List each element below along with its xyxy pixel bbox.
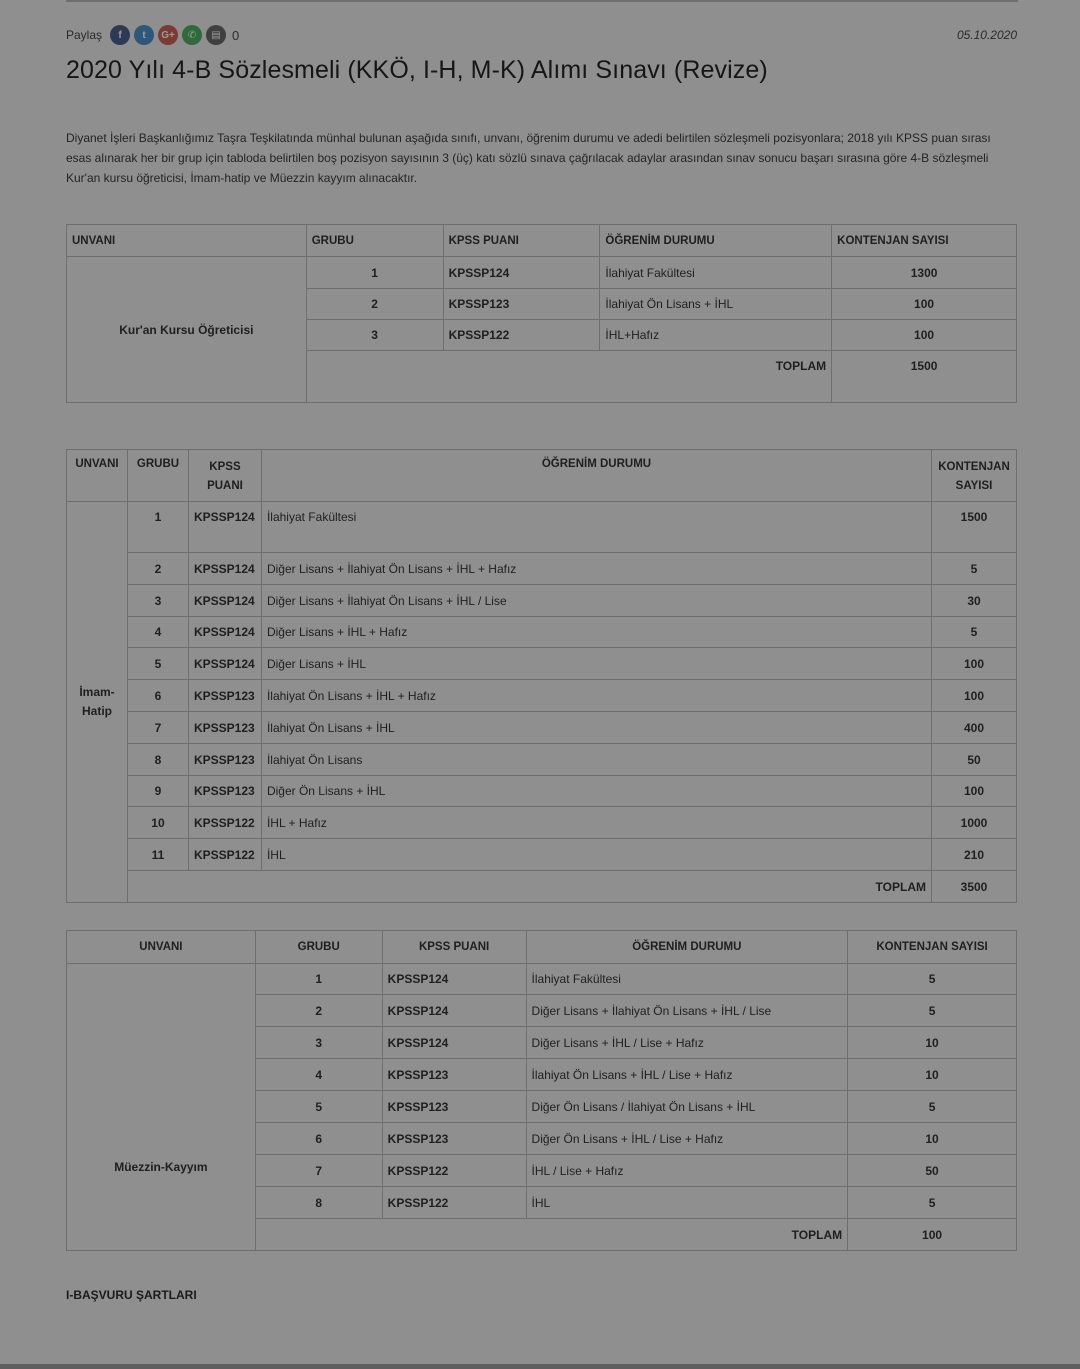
grup-cell: 9 <box>127 776 188 807</box>
ogrenim-cell: Diğer Ön Lisans + İHL / Lise + Hafız <box>526 1123 848 1155</box>
kpss-cell: KPSSP123 <box>188 776 261 807</box>
grup-cell: 5 <box>127 648 188 680</box>
table-row <box>67 648 1017 680</box>
kpss-cell: KPSSP124 <box>382 1027 526 1059</box>
grup-cell: 7 <box>255 1155 382 1187</box>
kpss-cell: KPSSP124 <box>188 553 261 585</box>
kontenjan-cell: 5 <box>848 1187 1017 1219</box>
kontenjan-cell: 50 <box>931 744 1016 776</box>
twitter-icon[interactable]: t <box>134 25 154 45</box>
grup-cell: 1 <box>255 964 382 995</box>
ogrenim-cell: Diğer Lisans + İHL / Lise + Hafız <box>526 1027 848 1059</box>
unvan-cell: Müezzin-Kayyım <box>67 964 256 1251</box>
grup-cell: 5 <box>255 1091 382 1123</box>
kontenjan-cell: 1500 <box>931 502 1016 553</box>
unvan-cell: İmam-Hatip <box>67 502 128 903</box>
kontenjan-cell: 1300 <box>832 257 1017 289</box>
grup-cell: 11 <box>127 839 188 871</box>
ogrenim-cell: İlahiyat Fakültesi <box>526 964 848 995</box>
kpss-cell: KPSSP124 <box>382 995 526 1027</box>
top-divider <box>66 0 1018 2</box>
table-row <box>67 839 1017 871</box>
col-header-unvani: UNVANI <box>67 931 256 964</box>
grup-cell: 6 <box>255 1123 382 1155</box>
col-header-kontenjan: KONTENJAN SAYISI <box>848 931 1017 964</box>
kpss-cell: KPSSP124 <box>382 964 526 995</box>
ogrenim-cell: Diğer Ön Lisans + İHL <box>261 776 931 807</box>
share-count: 0 <box>232 27 240 43</box>
ogrenim-cell: Diğer Lisans + İlahiyat Ön Lisans + İHL / Lise <box>261 585 931 617</box>
kpss-cell: KPSSP122 <box>188 807 261 839</box>
col-header-unvani: UNVANI <box>67 225 307 257</box>
kontenjan-cell: 210 <box>931 839 1016 871</box>
kontenjan-cell: 10 <box>848 1027 1017 1059</box>
table-kuran-kursu <box>66 224 1017 403</box>
kpss-cell: KPSSP124 <box>443 257 600 289</box>
kontenjan-cell: 100 <box>931 776 1016 807</box>
table-row <box>67 776 1017 807</box>
grup-cell: 3 <box>255 1027 382 1059</box>
kpss-cell: KPSSP123 <box>443 289 600 320</box>
col-header-kontenjan: KONTENJAN SAYISI <box>931 450 1016 502</box>
kontenjan-cell: 400 <box>931 712 1016 744</box>
kpss-cell: KPSSP123 <box>188 712 261 744</box>
intro-paragraph: Diyanet İşleri Başkanlığımız Taşra Teşkilatında münhal bulunan aşağıda sınıfı, unvanı, öğrenim durumu ve adedi belirtilen sözleşmeli pozisyonlara; 2018 yılı KPSS puan sırası esas alınarak her bir grup için tabloda belirtilen boş pozisyon sayısının 3 (üç) katı sözlü sınava çağrılacak adaylar arasından sınav sonucu başarı sırasına göre 4-B sözleşmeli Kur'an kursu öğreticisi, İmam-hatip ve Müezzin kayyım alınacaktır. <box>66 131 991 185</box>
grup-cell: 3 <box>127 585 188 617</box>
kpss-cell: KPSSP123 <box>382 1059 526 1091</box>
google-plus-icon[interactable]: G+ <box>158 25 178 45</box>
ogrenim-cell: İHL+Hafız <box>600 320 832 351</box>
kpss-cell: KPSSP122 <box>188 839 261 871</box>
table-imam-hatip <box>66 449 1017 903</box>
col-header-grubu: GRUBU <box>255 931 382 964</box>
ogrenim-cell: İlahiyat Ön Lisans + İHL + Hafız <box>261 680 931 712</box>
whatsapp-icon[interactable]: ✆ <box>182 25 202 45</box>
grup-cell: 1 <box>127 502 188 553</box>
ogrenim-cell: Diğer Lisans + İHL + Hafız <box>261 617 931 648</box>
kontenjan-cell: 1000 <box>931 807 1016 839</box>
kpss-cell: KPSSP123 <box>382 1123 526 1155</box>
toplam-label: TOPLAM <box>255 1219 847 1251</box>
ogrenim-cell: Diğer Ön Lisans / İlahiyat Ön Lisans + İHL <box>526 1091 848 1123</box>
ogrenim-cell: İlahiyat Fakültesi <box>600 257 832 289</box>
table-row <box>67 744 1017 776</box>
grup-cell: 2 <box>127 553 188 585</box>
kontenjan-cell: 100 <box>931 648 1016 680</box>
grup-cell: 1 <box>306 257 443 289</box>
ogrenim-cell: İlahiyat Fakültesi <box>261 502 931 553</box>
col-header-ogrenim: ÖĞRENİM DURUMU <box>600 225 832 257</box>
kontenjan-cell: 5 <box>931 553 1016 585</box>
kontenjan-cell: 5 <box>848 1091 1017 1123</box>
ogrenim-cell: İHL <box>526 1187 848 1219</box>
col-header-kpss: KPSS PUANI <box>382 931 526 964</box>
ogrenim-cell: İlahiyat Ön Lisans + İHL / Lise + Hafız <box>526 1059 848 1091</box>
share-label: Paylaş <box>66 28 103 42</box>
unvan-cell: Kur'an Kursu Öğreticisi <box>67 257 307 403</box>
kontenjan-cell: 5 <box>848 964 1017 995</box>
section-heading-basvuru: I-BAŞVURU ŞARTLARI <box>66 1288 197 1302</box>
grup-cell: 6 <box>127 680 188 712</box>
ogrenim-cell: İHL / Lise + Hafız <box>526 1155 848 1187</box>
toplam-value: 100 <box>848 1219 1017 1251</box>
col-header-unvani: UNVANI <box>67 450 128 502</box>
kpss-cell: KPSSP124 <box>188 502 261 553</box>
table-row <box>67 680 1017 712</box>
table-row <box>67 257 1017 289</box>
kpss-cell: KPSSP124 <box>188 585 261 617</box>
facebook-icon[interactable]: f <box>110 25 130 45</box>
toplam-label: TOPLAM <box>306 351 831 403</box>
col-header-ogrenim: ÖĞRENİM DURUMU <box>261 450 931 502</box>
page-title: 2020 Yılı 4-B Sözlesmeli (KKÖ, I-H, M-K) Alımı Sınavı (Revize) <box>66 56 768 84</box>
col-header-grubu: GRUBU <box>127 450 188 502</box>
table-row <box>67 807 1017 839</box>
col-header-kpss: KPSS PUANI <box>188 450 261 502</box>
table-row <box>67 553 1017 585</box>
ogrenim-cell: İlahiyat Ön Lisans <box>261 744 931 776</box>
kontenjan-cell: 30 <box>931 585 1016 617</box>
toplam-label: TOPLAM <box>127 871 931 903</box>
share-bar <box>66 24 239 46</box>
col-header-ogrenim: ÖĞRENİM DURUMU <box>526 931 848 964</box>
table-row <box>67 585 1017 617</box>
table-muezzin-kayyim <box>66 930 1017 1251</box>
grup-cell: 4 <box>127 617 188 648</box>
ogrenim-cell: Diğer Lisans + İlahiyat Ön Lisans + İHL + Hafız <box>261 553 931 585</box>
grup-cell: 8 <box>255 1187 382 1219</box>
toplam-value: 1500 <box>832 351 1017 403</box>
ogrenim-cell: İHL + Hafız <box>261 807 931 839</box>
kpss-cell: KPSSP124 <box>188 648 261 680</box>
table-row <box>67 617 1017 648</box>
grup-cell: 7 <box>127 712 188 744</box>
ogrenim-cell: Diğer Lisans + İlahiyat Ön Lisans + İHL / Lise <box>526 995 848 1027</box>
publish-date: 05.10.2020 <box>956 28 1017 42</box>
col-header-kpss: KPSS PUANI <box>443 225 600 257</box>
total-row <box>67 871 1017 903</box>
kpss-cell: KPSSP123 <box>188 744 261 776</box>
col-header-grubu: GRUBU <box>306 225 443 257</box>
ogrenim-cell: İHL <box>261 839 931 871</box>
kpss-cell: KPSSP122 <box>443 320 600 351</box>
grup-cell: 8 <box>127 744 188 776</box>
col-header-kontenjan: KONTENJAN SAYISI <box>832 225 1017 257</box>
kontenjan-cell: 100 <box>832 289 1017 320</box>
grup-cell: 3 <box>306 320 443 351</box>
grup-cell: 2 <box>306 289 443 320</box>
kontenjan-cell: 5 <box>931 617 1016 648</box>
table-row <box>67 712 1017 744</box>
kontenjan-cell: 10 <box>848 1123 1017 1155</box>
kpss-cell: KPSSP123 <box>382 1091 526 1123</box>
ogrenim-cell: Diğer Lisans + İHL <box>261 648 931 680</box>
kontenjan-cell: 100 <box>832 320 1017 351</box>
print-icon[interactable]: ▤ <box>206 25 226 45</box>
grup-cell: 2 <box>255 995 382 1027</box>
kpss-cell: KPSSP122 <box>382 1155 526 1187</box>
kontenjan-cell: 5 <box>848 995 1017 1027</box>
kpss-cell: KPSSP122 <box>382 1187 526 1219</box>
toplam-value: 3500 <box>931 871 1016 903</box>
ogrenim-cell: İlahiyat Ön Lisans + İHL <box>261 712 931 744</box>
kontenjan-cell: 100 <box>931 680 1016 712</box>
kpss-cell: KPSSP123 <box>188 680 261 712</box>
table-row <box>67 964 1017 995</box>
table-row <box>67 502 1017 553</box>
ogrenim-cell: İlahiyat Ön Lisans + İHL <box>600 289 832 320</box>
kpss-cell: KPSSP124 <box>188 617 261 648</box>
kontenjan-cell: 50 <box>848 1155 1017 1187</box>
bottom-bar <box>0 1364 1080 1369</box>
kontenjan-cell: 10 <box>848 1059 1017 1091</box>
grup-cell: 4 <box>255 1059 382 1091</box>
grup-cell: 10 <box>127 807 188 839</box>
